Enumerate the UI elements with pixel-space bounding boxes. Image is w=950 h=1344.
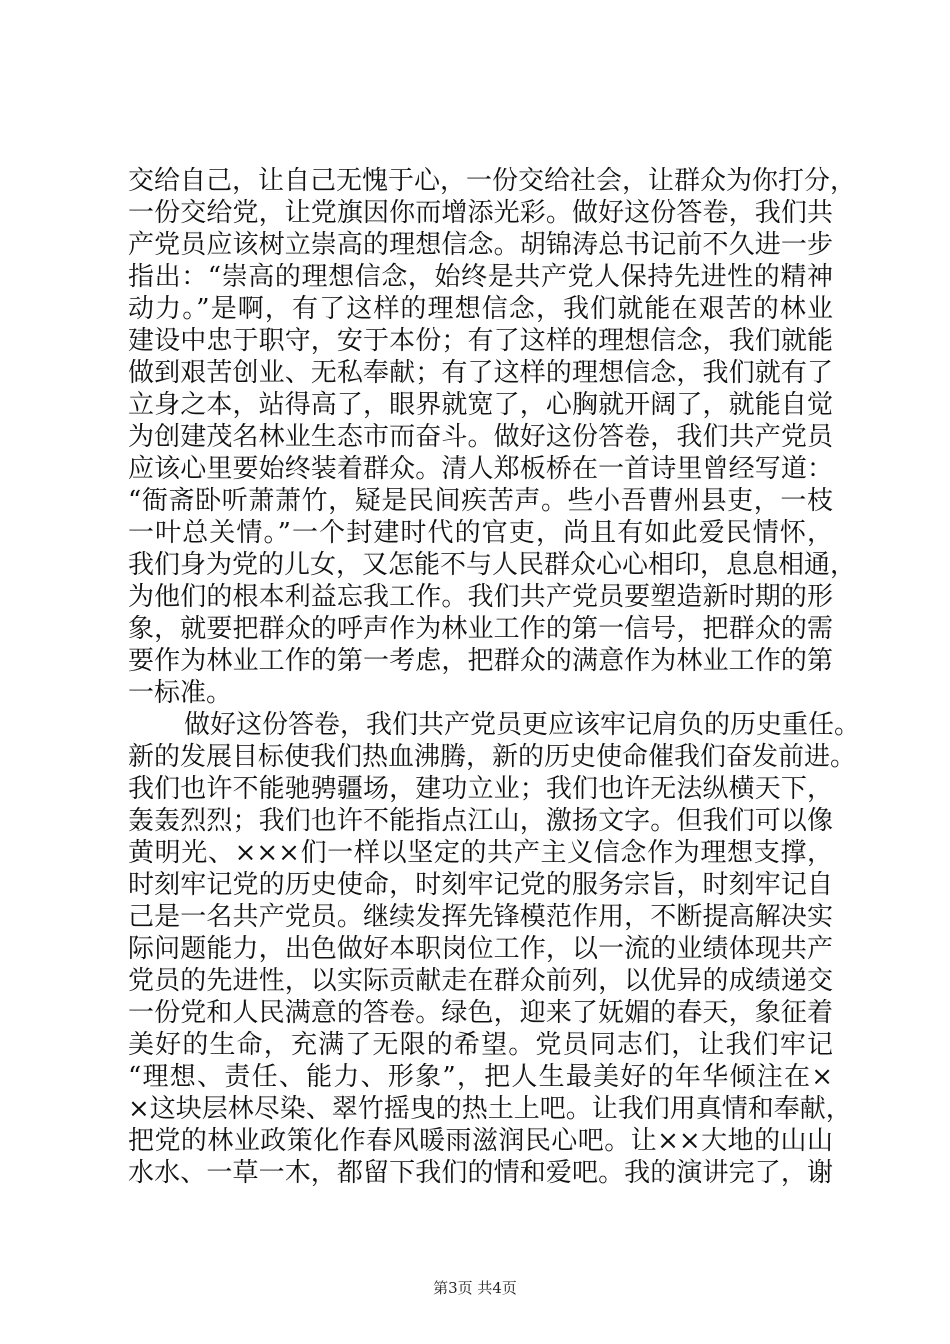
text-line: 新的发展目标使我们热血沸腾，新的历史使命催我们奋发前进。 xyxy=(128,742,857,772)
speech-body-text xyxy=(128,165,861,1189)
text-line: 己是一名共产党员。继续发挥先锋模范作用，不断提高解决实 xyxy=(128,902,833,932)
text-line: ×这块层林尽染、翠竹摇曳的热土上吧。让我们用真情和奉献， xyxy=(128,1094,852,1124)
text-line: 象，就要把群众的呼声作为林业工作的第一信号，把群众的需 xyxy=(128,614,833,644)
text-line: 一份党和人民满意的答卷。绿色，迎来了妩媚的春天，象征着 xyxy=(128,998,833,1028)
text-line: “理想、责任、能力、形象”，把人生最美好的年华倾注在× xyxy=(128,1062,833,1092)
text-line: “衙斋卧听萧萧竹，疑是民间疾苦声。些小吾曹州县吏，一枝 xyxy=(128,486,833,516)
paragraph-first-line: 做好这份答卷，我们共产党员更应该牢记肩负的历史重任。 xyxy=(184,710,861,740)
page-number-footer: 第3页 共4页 xyxy=(433,1279,517,1297)
text-line: 际问题能力，出色做好本职岗位工作，以一流的业绩体现共产 xyxy=(128,934,833,964)
text-line: 轰轰烈烈；我们也许不能指点江山，激扬文字。但我们可以像 xyxy=(128,806,833,836)
text-line: 立身之本，站得高了，眼界就宽了，心胸就开阔了，就能自觉 xyxy=(128,390,833,420)
text-line: 应该心里要始终装着群众。清人郑板桥在一首诗里曾经写道： xyxy=(128,454,833,484)
text-line: 我们身为党的儿女，又怎能不与人民群众心心相印，息息相通， xyxy=(128,550,857,580)
text-line: 把党的林业政策化作春风暖雨滋润民心吧。让××大地的山山 xyxy=(128,1126,833,1156)
text-line: 指出：“崇高的理想信念，始终是共产党人保持先进性的精神 xyxy=(128,262,833,292)
text-line: 动力。”是啊，有了这样的理想信念，我们就能在艰苦的林业 xyxy=(128,294,833,324)
text-line: 为他们的根本利益忘我工作。我们共产党员要塑造新时期的形 xyxy=(128,582,833,612)
text-line: 一标准。 xyxy=(128,678,233,708)
text-line: 水水、一草一木，都留下我们的情和爱吧。我的演讲完了，谢 xyxy=(128,1158,833,1188)
text-line: 时刻牢记党的历史使命，时刻牢记党的服务宗旨，时刻牢记自 xyxy=(128,870,833,900)
text-line: 一叶总关情。”一个封建时代的官吏，尚且有如此爱民情怀， xyxy=(128,518,833,548)
text-line: 建设中忠于职守，安于本份；有了这样的理想信念，我们就能 xyxy=(128,326,833,356)
text-line: 美好的生命，充满了无限的希望。党员同志们，让我们牢记 xyxy=(128,1030,833,1060)
text-line: 为创建茂名林业生态市而奋斗。做好这份答卷，我们共产党员 xyxy=(128,422,833,452)
text-line: 黄明光、×××们一样以坚定的共产主义信念作为理想支撑， xyxy=(128,838,833,868)
text-line: 要作为林业工作的第一考虑，把群众的满意作为林业工作的第 xyxy=(128,646,833,676)
text-line: 党员的先进性，以实际贡献走在群众前列，以优异的成绩递交 xyxy=(128,966,833,996)
text-line: 一份交给党，让党旗因你而增添光彩。做好这份答卷，我们共 xyxy=(128,198,833,228)
text-line: 交给自己，让自己无愧于心，一份交给社会，让群众为你打分， xyxy=(128,166,857,196)
text-line: 做到艰苦创业、无私奉献；有了这样的理想信念，我们就有了 xyxy=(128,358,833,388)
text-line: 产党员应该树立崇高的理想信念。胡锦涛总书记前不久进一步 xyxy=(128,230,833,260)
text-line: 我们也许不能驰骋疆场，建功立业；我们也许无法纵横天下， xyxy=(128,774,833,804)
